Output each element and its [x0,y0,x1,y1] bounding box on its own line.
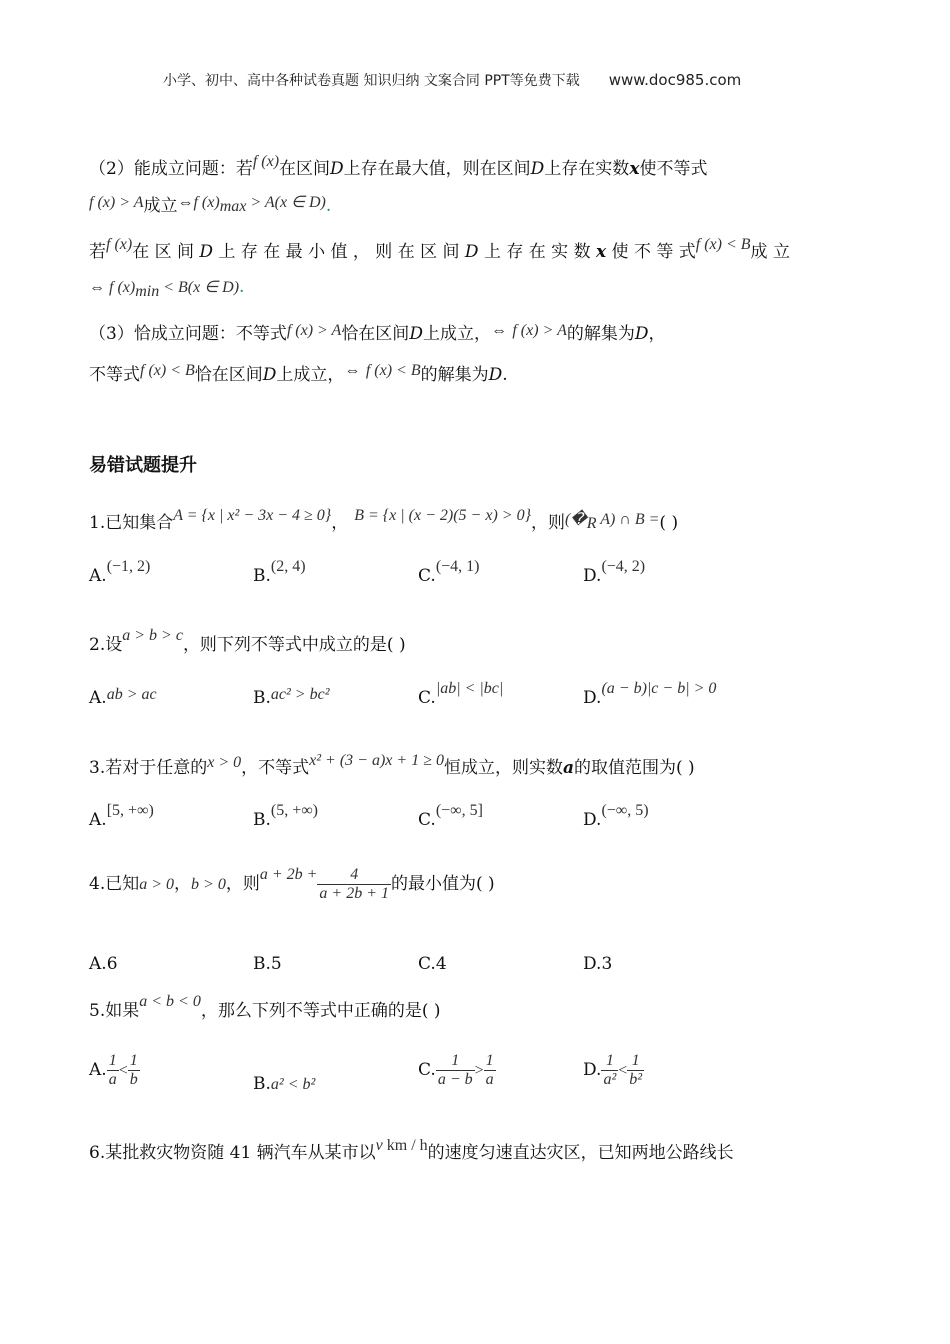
text: ， [648,324,666,344]
section2-line1 [89,153,708,182]
math-D: D [199,242,214,262]
math-D: D [530,159,545,179]
text: 的最小值为( ) [391,874,495,894]
math: f (x) [193,194,220,211]
math-sub: max [219,198,247,216]
math-D: D [262,365,277,385]
q5-option-a[interactable]: A. $\frac{1}{a}$ < $\frac{1}{b}$ [89,1052,138,1088]
q4-option-d[interactable]: D.3 [583,954,613,974]
math: (−∞, 5] [435,802,483,819]
text: ， [331,513,349,533]
text: 的解集为 [566,324,635,344]
header-text: 小学、初中、高中各种试卷真题 知识归纳 文案合同 PPT等免费下载 [163,73,580,89]
q1-option-b[interactable]: B.(2, 4) [253,558,306,586]
math: > A(x ∈ D) [246,194,326,211]
text: 的速度匀速直达灾区，已知两地公路线长 [427,1143,734,1163]
question-5 [89,993,441,1024]
text: 不等式 [89,365,140,385]
math: a < b < 0 [139,993,201,1010]
text: 恰在区间 [341,324,410,344]
text: . [502,365,508,385]
text: 在 区 间 [132,242,195,262]
math: a + 2b + [259,866,318,883]
section2-line2: f (x) > A成立⇔f $(x)_{max} > A(x$ ∈ D). [89,194,332,216]
text: 上 存 在 最 小 值 ， 则 在 区 间 [218,242,460,262]
q4-option-b[interactable]: B.5 [253,954,282,974]
math-D: D [409,324,423,344]
equiv-symbol: ⇔ [490,322,507,339]
q4-option-a[interactable]: A.6 [89,954,118,974]
math: f (x) < B [365,362,421,379]
math-a: a [562,758,574,778]
section2-line4: ⇔ f $(x)_{min} < B(x$ ∈ D). [89,277,245,301]
math: b > 0 [191,876,226,893]
math: (−1, 2) [106,558,151,575]
math: B = {x | (x − 2)(5 − x) > 0} [354,507,531,524]
text: 6.某批救灾物资随 41 辆汽车从某市以 [89,1143,376,1163]
q1-option-d[interactable]: D.(−4, 2) [583,558,646,586]
math: ab > ac [106,686,157,703]
section-heading: 易错试题提升 [89,455,197,476]
text: 恰在区间 [194,365,263,385]
math: f (x) [106,236,133,253]
q2-option-b[interactable]: B.ac² > bc² [253,686,330,708]
math-D: D [488,365,503,385]
math: f (x) > A [512,322,567,339]
q5-option-b[interactable]: B.a² < b² [253,1074,316,1094]
question-2 [89,627,406,658]
question-number: 2.设 [89,635,123,655]
math-sub: min [135,283,160,301]
math: x > 0 [207,754,242,771]
math: (−4, 2) [601,558,646,575]
q3-option-a[interactable]: A.[5, +∞) [89,802,154,830]
text: 成 立 [750,242,790,262]
text: （2）能成立问题：若 [89,159,253,179]
math: f (x) < B [695,236,751,253]
text: 使 不 等 式 [611,242,696,262]
text: ， [174,874,192,894]
math: ac² > bc² [270,686,330,703]
math-sub: R [586,515,597,533]
math: f (x) > A [286,322,342,339]
text: ，则 [225,874,260,894]
q5-option-c[interactable]: C. $\frac{1}{a - b}$ > $\frac{1}{a}$ [418,1052,494,1088]
question-6 [89,1137,734,1166]
text: （3）恰成立问题：不等式 [89,324,287,344]
math-D: D [634,324,649,344]
fraction: $\frac{4}{a + 2b + 1}$ [319,866,390,902]
section2-line3 [89,236,790,265]
text: 上成立， [276,365,345,385]
math: f (x) [109,279,136,296]
math: a² < b² [270,1076,316,1093]
text: 上存在最大值，则在区间 [343,159,531,179]
text: 在区间 [279,159,331,179]
q4-option-c[interactable]: C.4 [418,954,447,974]
q3-option-d[interactable]: D.(−∞, 5) [583,802,649,830]
math: v [375,1137,383,1154]
equiv-symbol: ⇔ [177,194,194,211]
math: a > 0 [139,876,175,893]
math: (a − b)|c − b| > 0 [601,680,717,697]
math: (−4, 1) [435,558,480,575]
text: 若 [89,242,106,262]
question-3 [89,752,695,781]
q3-option-b[interactable]: B.(5, +∞) [253,802,318,830]
text: 恒成立，则实数 [443,758,563,778]
math: (−∞, 5) [601,802,649,819]
text: 成立 [143,196,178,216]
math: A = {x | x² − 3x − 4 ≥ 0} [173,507,332,524]
math: km / h [382,1137,428,1154]
math: (5, +∞) [270,802,318,819]
section3-line1 [89,322,665,347]
q3-option-c[interactable]: C.(−∞, 5] [418,802,483,830]
math: [5, +∞) [106,802,154,819]
math: A) ∩ B = [596,511,660,528]
math: |ab| < |bc| [435,680,504,697]
text: 的解集为 [420,365,489,385]
text: ，不等式 [241,758,310,778]
math: f (x) > A [89,194,144,211]
q5-option-d[interactable]: D. $\frac{1}{\text{a²}}$ < $\frac{1}{\text{b²}}$ [583,1052,643,1088]
math: < B(x ∈ D) [159,279,240,296]
text: 上 存 在 实 数 [483,242,591,262]
question-number: 1.已知集合 [89,513,174,533]
math: f (x) < B [140,362,195,379]
text: ，则 [530,513,565,533]
text: 上成立， [422,324,491,344]
text: ，则下列不等式中成立的是( ) [182,635,406,655]
math-x: x [596,242,607,262]
q2-option-d[interactable]: D.(a − b)|c − b| > 0 [583,680,717,708]
math: a > b > c [122,627,183,644]
q2-option-a[interactable]: A.ab > ac [89,686,157,708]
text: ，那么下列不等式中正确的是( ) [200,1001,441,1021]
math: (� [564,511,587,528]
math-x: x [629,159,640,179]
text: 上存在实数 [544,159,630,179]
math-D: D [464,242,479,262]
section3-line2 [89,363,508,388]
text: ( ) [659,513,679,533]
text: 使不等式 [639,159,708,179]
math: x² + (3 − a)x + 1 ≥ 0 [309,752,444,769]
math-D: D [330,159,344,179]
equiv-symbol: ⇔ [344,362,361,379]
text: 的取值范围为( ) [573,758,695,778]
question-number: 4.已知 [89,874,140,894]
question-number: 3.若对于任意的 [89,758,208,778]
header-url[interactable]: www.doc985.com [608,71,742,89]
q1-option-a[interactable]: A.(−1, 2) [89,558,151,586]
q2-option-c[interactable]: C.|ab| < |bc| [418,680,504,708]
header-banner [163,70,741,90]
math: f (x) [252,153,280,170]
equiv-symbol: ⇔ [89,279,105,296]
math: (2, 4) [270,558,306,575]
question-number: 5.如果 [89,1001,140,1021]
question-1 [89,507,679,540]
q1-option-c[interactable]: C.(−4, 1) [418,558,480,586]
question-4 [89,866,495,903]
